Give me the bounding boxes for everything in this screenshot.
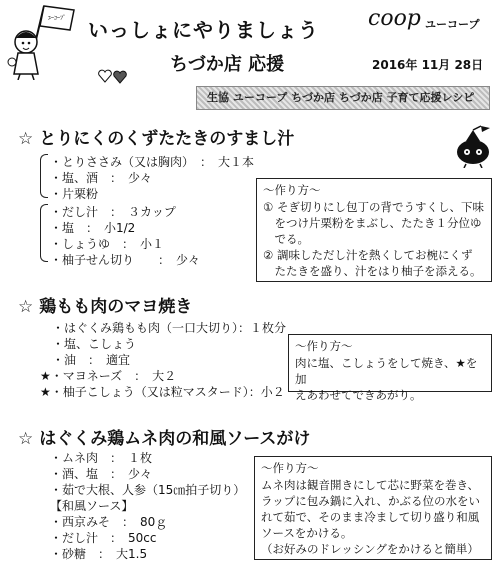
newsletter-title: いっしょにやりましょう bbox=[88, 18, 319, 42]
recipe-3-title: はぐくみ鶏ムネ肉の和風ソースがけ bbox=[39, 429, 311, 449]
mascot-flag-illustration bbox=[4, 2, 76, 80]
recipe-2-heading bbox=[18, 292, 192, 317]
star-icon: ☆ bbox=[18, 297, 34, 317]
method-line: （お好みのドレッシングをかけると簡単） bbox=[261, 542, 479, 556]
recipe-2-title: 鶏もも肉のマヨ焼き bbox=[39, 297, 193, 317]
method-line: 肉に塩、こしょうをして焼き、★を加 bbox=[295, 356, 478, 386]
recipe-1-ingredients-a bbox=[50, 154, 254, 202]
recipe-3-heading bbox=[18, 424, 310, 449]
ingredient-group-brace bbox=[40, 204, 48, 262]
bird-mascot-icon bbox=[452, 124, 494, 168]
recipe-2-ingredients bbox=[40, 320, 286, 400]
ingredient-item: ・だし汁 ： ３カップ bbox=[50, 205, 176, 219]
ingredient-item: ・塩、酒 ： 少々 bbox=[50, 171, 153, 185]
method-line: ムネ肉は観音開きにして芯に野菜を巻き、 bbox=[261, 478, 480, 492]
method-line: をつけ片栗粉をまぶし、たたき１分位ゆ bbox=[263, 216, 482, 230]
method-line: れて茹で、そのまま冷まして切り盛り和風 bbox=[261, 510, 480, 524]
newsletter-subtitle: ちづか店 応援 bbox=[170, 54, 285, 75]
recipe-1-heading bbox=[18, 124, 294, 149]
issue-date: 2016年 11月 28日 bbox=[372, 58, 484, 72]
star-icon: ☆ bbox=[18, 429, 34, 449]
ingredient-item: ・だし汁 ： 50cc bbox=[50, 531, 157, 545]
recipe-1-ingredients-b bbox=[50, 204, 200, 268]
recipe-1-title: とりにくのくずたたきのすまし汁 bbox=[39, 129, 295, 149]
sauce-heading: 【和風ソース】 bbox=[50, 499, 134, 513]
method-line: ① そぎ切りにし包丁の背でうすくし、下味 bbox=[263, 200, 484, 214]
coop-logo-kana: ユーコープ bbox=[425, 18, 480, 31]
ingredient-item: ・塩 ： 小1/2 bbox=[50, 221, 136, 235]
ingredient-item: ・ムネ肉 ： １枚 bbox=[50, 451, 153, 465]
method-title: ～作り方～ bbox=[263, 183, 321, 197]
recipe-2-method-box bbox=[288, 334, 492, 402]
ingredient-item: ・はぐくみ鶏もも肉（一口大切り）：１枚分 bbox=[52, 321, 287, 335]
ingredient-item: ・茹で大根、人参（15㎝拍子切り） bbox=[50, 483, 246, 497]
star-icon: ☆ bbox=[18, 129, 34, 149]
ingredient-item: ・砂糖 ： 大1.5 bbox=[50, 547, 148, 561]
ingredient-item: ・とりささみ（又は胸肉） ： 大１本 bbox=[50, 155, 255, 169]
method-line: ② 調味しただし汁を熱くしてお椀にくず bbox=[263, 248, 473, 262]
ingredient-item: ・塩、こしょう bbox=[52, 337, 137, 351]
ingredient-item: ・油 ： 適宜 bbox=[52, 353, 131, 367]
ingredient-item: ・酒、塩 ： 少々 bbox=[50, 467, 153, 481]
method-title: ～作り方～ bbox=[261, 461, 319, 475]
svg-text:ﾕｰｺｰﾌﾟ: ﾕｰｺｰﾌﾟ bbox=[48, 15, 67, 22]
ingredient-item: ・柚子せん切り ： 少々 bbox=[50, 253, 201, 267]
ingredient-item: ・片栗粉 bbox=[50, 187, 99, 201]
ingredient-item: ・西京みそ ： 80ｇ bbox=[50, 515, 168, 529]
recipe-3-ingredients bbox=[50, 450, 245, 562]
method-line: ソースをかける。 bbox=[261, 526, 353, 540]
method-line: ラップに包み鍋に入れ、かぶる位の水をい bbox=[261, 494, 480, 508]
ingredient-item: ★・柚子こしょう（又は粒マスタード）：小２ bbox=[40, 385, 285, 399]
ingredient-item: ★・マヨネーズ ： 大２ bbox=[40, 369, 177, 383]
header-banner: 生協 ユーコープ ちづか店 ちづか店 子育て応援レシピ bbox=[196, 86, 490, 110]
ingredient-item: ・しょうゆ ： 小１ bbox=[50, 237, 165, 251]
method-line: たたきを盛り、汁をはり柚子を添える。 bbox=[263, 264, 482, 278]
method-title: ～作り方～ bbox=[295, 339, 353, 353]
recipe-1-method-box bbox=[256, 178, 492, 282]
method-line: えあわせてできあがり。 bbox=[295, 388, 422, 402]
method-line: でる。 bbox=[263, 232, 309, 246]
hearts-icon bbox=[98, 68, 128, 84]
recipe-3-method-box bbox=[254, 456, 492, 560]
ingredient-group-brace bbox=[40, 154, 48, 198]
coop-logo: coop bbox=[368, 6, 421, 31]
